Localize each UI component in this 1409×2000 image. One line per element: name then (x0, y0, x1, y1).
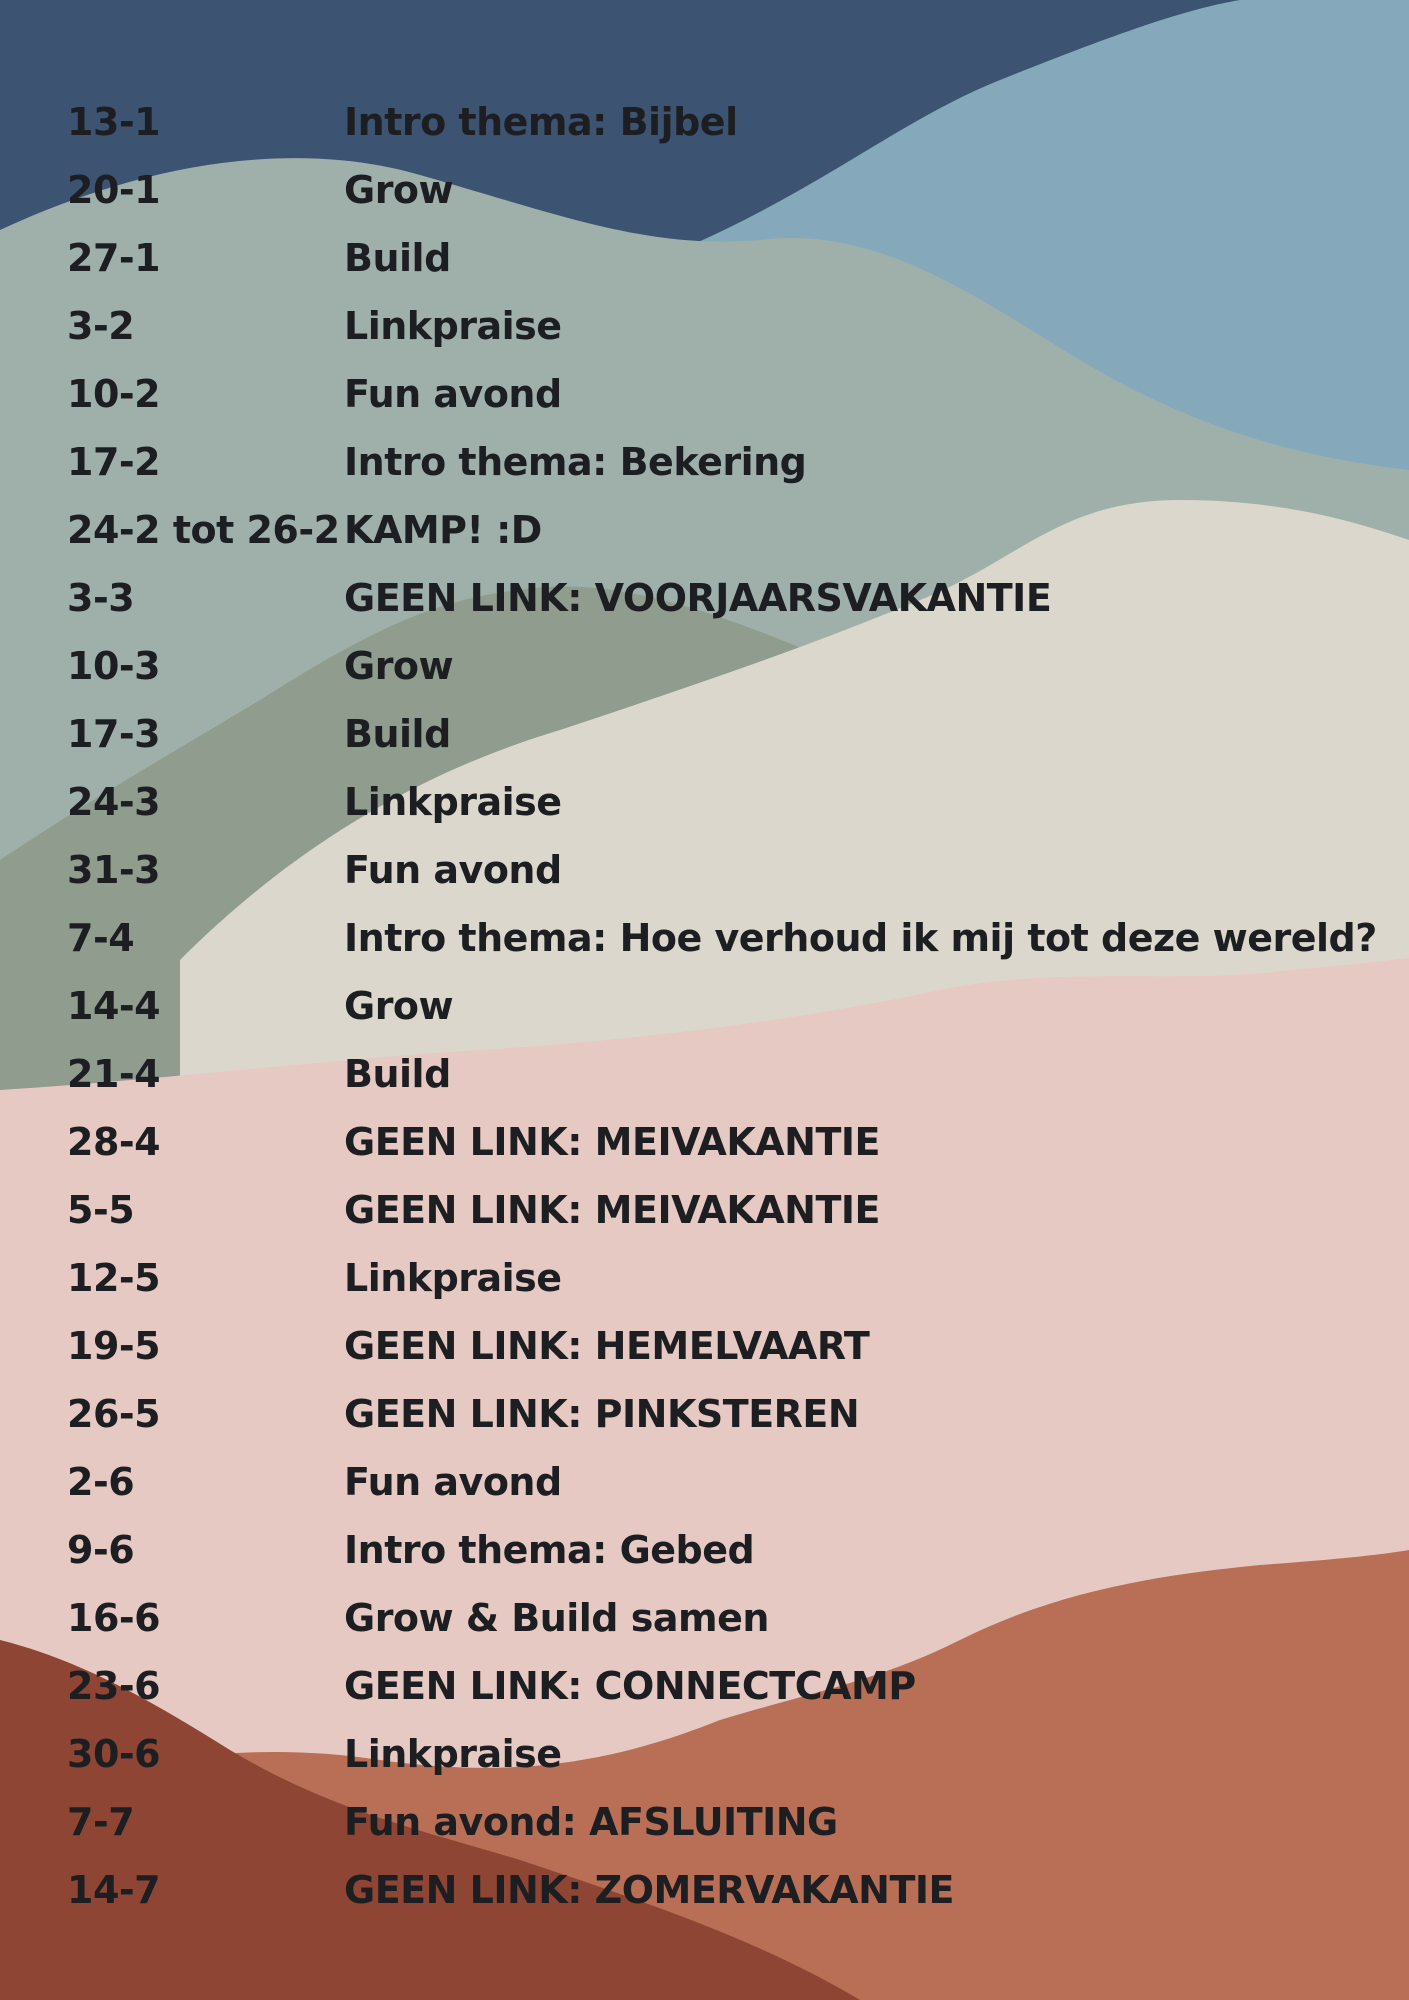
schedule-date: 23-6 (67, 1664, 161, 1708)
schedule-event: Intro thema: Hoe verhoud ik mij tot deze wereld? (344, 916, 1377, 960)
schedule-event: GEEN LINK: VOORJAARSVAKANTIE (344, 576, 1052, 620)
schedule-row (67, 1448, 1397, 1516)
schedule-date: 27-1 (67, 236, 161, 280)
schedule-row (67, 224, 1397, 292)
schedule-event: Build (344, 236, 451, 280)
schedule-event: Grow (344, 984, 454, 1028)
schedule-date: 19-5 (67, 1324, 161, 1368)
schedule-event: GEEN LINK: HEMELVAART (344, 1324, 870, 1368)
schedule-date: 7-7 (67, 1800, 135, 1844)
schedule-date: 28-4 (67, 1120, 161, 1164)
schedule-date: 26-5 (67, 1392, 161, 1436)
schedule-event: Fun avond (344, 848, 562, 892)
schedule-event: GEEN LINK: CONNECTCAMP (344, 1664, 916, 1708)
schedule-date: 14-4 (67, 984, 161, 1028)
schedule-event: Linkpraise (344, 1732, 562, 1776)
schedule-date: 24-2 tot 26-2 (67, 508, 340, 552)
schedule-date: 14-7 (67, 1868, 161, 1912)
schedule-list (67, 88, 1397, 1924)
schedule-event: GEEN LINK: MEIVAKANTIE (344, 1188, 880, 1232)
schedule-date: 3-2 (67, 304, 135, 348)
schedule-event: GEEN LINK: MEIVAKANTIE (344, 1120, 880, 1164)
schedule-row (67, 496, 1397, 564)
schedule-date: 10-2 (67, 372, 161, 416)
schedule-row (67, 904, 1397, 972)
schedule-row (67, 156, 1397, 224)
schedule-date: 7-4 (67, 916, 135, 960)
schedule-row (67, 700, 1397, 768)
schedule-event: Intro thema: Gebed (344, 1528, 755, 1572)
schedule-date: 9-6 (67, 1528, 135, 1572)
schedule-event: Linkpraise (344, 780, 562, 824)
schedule-row (67, 564, 1397, 632)
schedule-row (67, 360, 1397, 428)
schedule-row (67, 88, 1397, 156)
schedule-row (67, 1788, 1397, 1856)
schedule-date: 3-3 (67, 576, 135, 620)
schedule-date: 5-5 (67, 1188, 135, 1232)
schedule-event: Grow & Build samen (344, 1596, 769, 1640)
schedule-event: KAMP! :D (344, 508, 542, 552)
schedule-event: Build (344, 1052, 451, 1096)
schedule-event: Intro thema: Bijbel (344, 100, 738, 144)
schedule-row (67, 1652, 1397, 1720)
schedule-event: GEEN LINK: PINKSTEREN (344, 1392, 860, 1436)
schedule-date: 13-1 (67, 100, 161, 144)
schedule-row (67, 1516, 1397, 1584)
schedule-row (67, 768, 1397, 836)
schedule-row (67, 1720, 1397, 1788)
schedule-event: Linkpraise (344, 1256, 562, 1300)
schedule-row (67, 1176, 1397, 1244)
schedule-row (67, 1584, 1397, 1652)
schedule-row (67, 1244, 1397, 1312)
schedule-row (67, 1856, 1397, 1924)
schedule-event: Intro thema: Bekering (344, 440, 807, 484)
schedule-event: Fun avond (344, 1460, 562, 1504)
schedule-row (67, 1108, 1397, 1176)
schedule-date: 12-5 (67, 1256, 161, 1300)
schedule-event: Grow (344, 644, 454, 688)
schedule-row (67, 1312, 1397, 1380)
schedule-event: Build (344, 712, 451, 756)
schedule-row (67, 1040, 1397, 1108)
schedule-date: 17-3 (67, 712, 161, 756)
schedule-event: Fun avond: AFSLUITING (344, 1800, 838, 1844)
schedule-event: Fun avond (344, 372, 562, 416)
schedule-row (67, 292, 1397, 360)
schedule-event: Grow (344, 168, 454, 212)
schedule-date: 30-6 (67, 1732, 161, 1776)
schedule-date: 10-3 (67, 644, 161, 688)
schedule-date: 16-6 (67, 1596, 161, 1640)
schedule-row (67, 632, 1397, 700)
schedule-date: 21-4 (67, 1052, 161, 1096)
schedule-row (67, 428, 1397, 496)
schedule-date: 24-3 (67, 780, 161, 824)
schedule-row (67, 1380, 1397, 1448)
schedule-date: 20-1 (67, 168, 161, 212)
schedule-row (67, 972, 1397, 1040)
schedule-event: Linkpraise (344, 304, 562, 348)
schedule-event: GEEN LINK: ZOMERVAKANTIE (344, 1868, 954, 1912)
schedule-date: 17-2 (67, 440, 161, 484)
schedule-row (67, 836, 1397, 904)
schedule-date: 31-3 (67, 848, 161, 892)
schedule-date: 2-6 (67, 1460, 135, 1504)
